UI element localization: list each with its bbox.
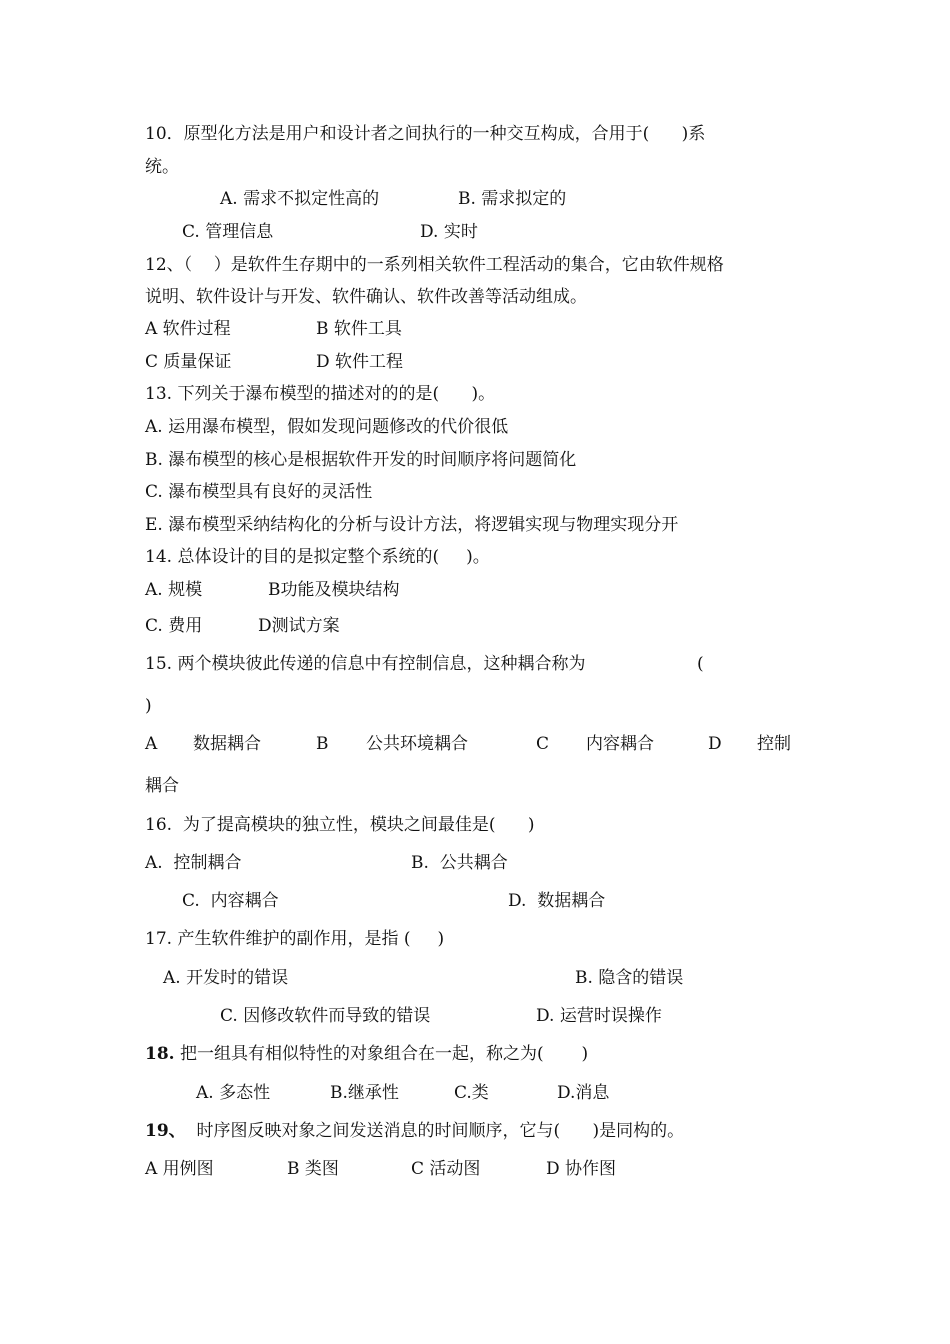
question-13-stem: 13. 下列关于瀑布模型的描述对的的是( )。: [145, 384, 496, 404]
question-14-option-d: D测试方案: [258, 616, 340, 636]
question-19-stem: [145, 1121, 684, 1141]
question-10-option-c: C. 管理信息: [182, 222, 274, 242]
question-18-stem: [145, 1044, 588, 1064]
question-15-option-d: 控制: [757, 734, 791, 754]
question-15-paren-open: (: [697, 654, 704, 674]
question-13-option-a: A. 运用瀑布模型，假如发现问题修改的代价很低: [145, 417, 509, 437]
question-19-stem-text: 时序图反映对象之间发送消息的时间顺序，它与( )是同构的。: [185, 1121, 685, 1141]
question-12-option-b: B 软件工具: [316, 319, 402, 339]
question-17-option-d: D. 运营时误操作: [536, 1006, 662, 1026]
question-10-option-b: B. 需求拟定的: [458, 189, 567, 209]
question-19-number: 19、: [145, 1121, 186, 1141]
question-13-option-b: B. 瀑布模型的核心是根据软件开发的时间顺序将问题简化: [145, 450, 577, 470]
question-10-option-d: D. 实时: [420, 222, 478, 242]
question-16-option-d: D. 数据耦合: [508, 891, 606, 911]
question-15-option-d-cont: 耦合: [145, 776, 179, 796]
question-19-option-b: B 类图: [287, 1159, 339, 1179]
question-15-option-a: 数据耦合: [193, 734, 261, 754]
question-10-option-a: A. 需求不拟定性高的: [220, 189, 380, 209]
question-10-stem: 10．原型化方法是用户和设计者之间执行的一种交互构成，合用于( )系: [145, 124, 706, 144]
question-16-option-a: A. 控制耦合: [145, 853, 242, 873]
question-17-option-b: B. 隐含的错误: [575, 968, 684, 988]
question-12-stem-cont: 说明、软件设计与开发、软件确认、软件改善等活动组成。: [145, 287, 587, 307]
question-15-option-a-letter: A: [145, 734, 158, 754]
question-12-stem: 12、（ ）是软件生存期中的一系列相关软件工程活动的集合，它由软件规格: [145, 255, 724, 275]
question-15-stem: 15. 两个模块彼此传递的信息中有控制信息，这种耦合称为: [145, 654, 586, 674]
question-15-paren-close: ): [145, 696, 152, 716]
question-15-option-b-letter: B: [316, 734, 329, 754]
question-19-option-c: C 活动图: [411, 1159, 481, 1179]
question-18-number: 18.: [145, 1044, 175, 1064]
question-16-option-c: C. 内容耦合: [182, 891, 279, 911]
question-17-option-a: A. 开发时的错误: [163, 968, 289, 988]
question-12-option-a: A 软件过程: [145, 319, 231, 339]
question-16-option-b: B. 公共耦合: [411, 853, 508, 873]
question-14-option-b: B功能及模块结构: [268, 580, 400, 600]
question-16-stem: 16. 为了提高模块的独立性，模块之间最佳是( ): [145, 815, 535, 835]
question-14-option-a: A. 规模: [145, 580, 203, 600]
question-17-option-c: C. 因修改软件而导致的错误: [220, 1006, 431, 1026]
question-14-option-c: C. 费用: [145, 616, 203, 636]
question-12-option-c: C 质量保证: [145, 352, 232, 372]
question-15-option-b: 公共环境耦合: [366, 734, 468, 754]
question-12-option-d: D 软件工程: [316, 352, 404, 372]
question-17-stem: 17. 产生软件维护的副作用，是指 ( ): [145, 929, 445, 949]
question-18-option-c: C.类: [454, 1083, 489, 1103]
question-18-option-b: B.继承性: [330, 1083, 399, 1103]
question-14-stem: 14. 总体设计的目的是拟定整个系统的( )。: [145, 547, 490, 567]
question-19-option-d: D 协作图: [546, 1159, 617, 1179]
question-18-stem-text: 把一组具有相似特性的对象组合在一起，称之为( ): [174, 1044, 589, 1064]
question-18-option-a: A. 多态性: [196, 1083, 271, 1103]
question-18-option-d: D.消息: [557, 1083, 610, 1103]
question-13-option-e: E. 瀑布模型采纳结构化的分析与设计方法，将逻辑实现与物理实现分开: [145, 515, 679, 535]
question-19-option-a: A 用例图: [145, 1159, 214, 1179]
question-15-option-d-letter: D: [708, 734, 722, 754]
question-15-option-c-letter: C: [536, 734, 550, 754]
question-15-option-c: 内容耦合: [586, 734, 654, 754]
question-13-option-c: C. 瀑布模型具有良好的灵活性: [145, 482, 373, 502]
question-10-stem-cont: 统。: [145, 157, 179, 177]
